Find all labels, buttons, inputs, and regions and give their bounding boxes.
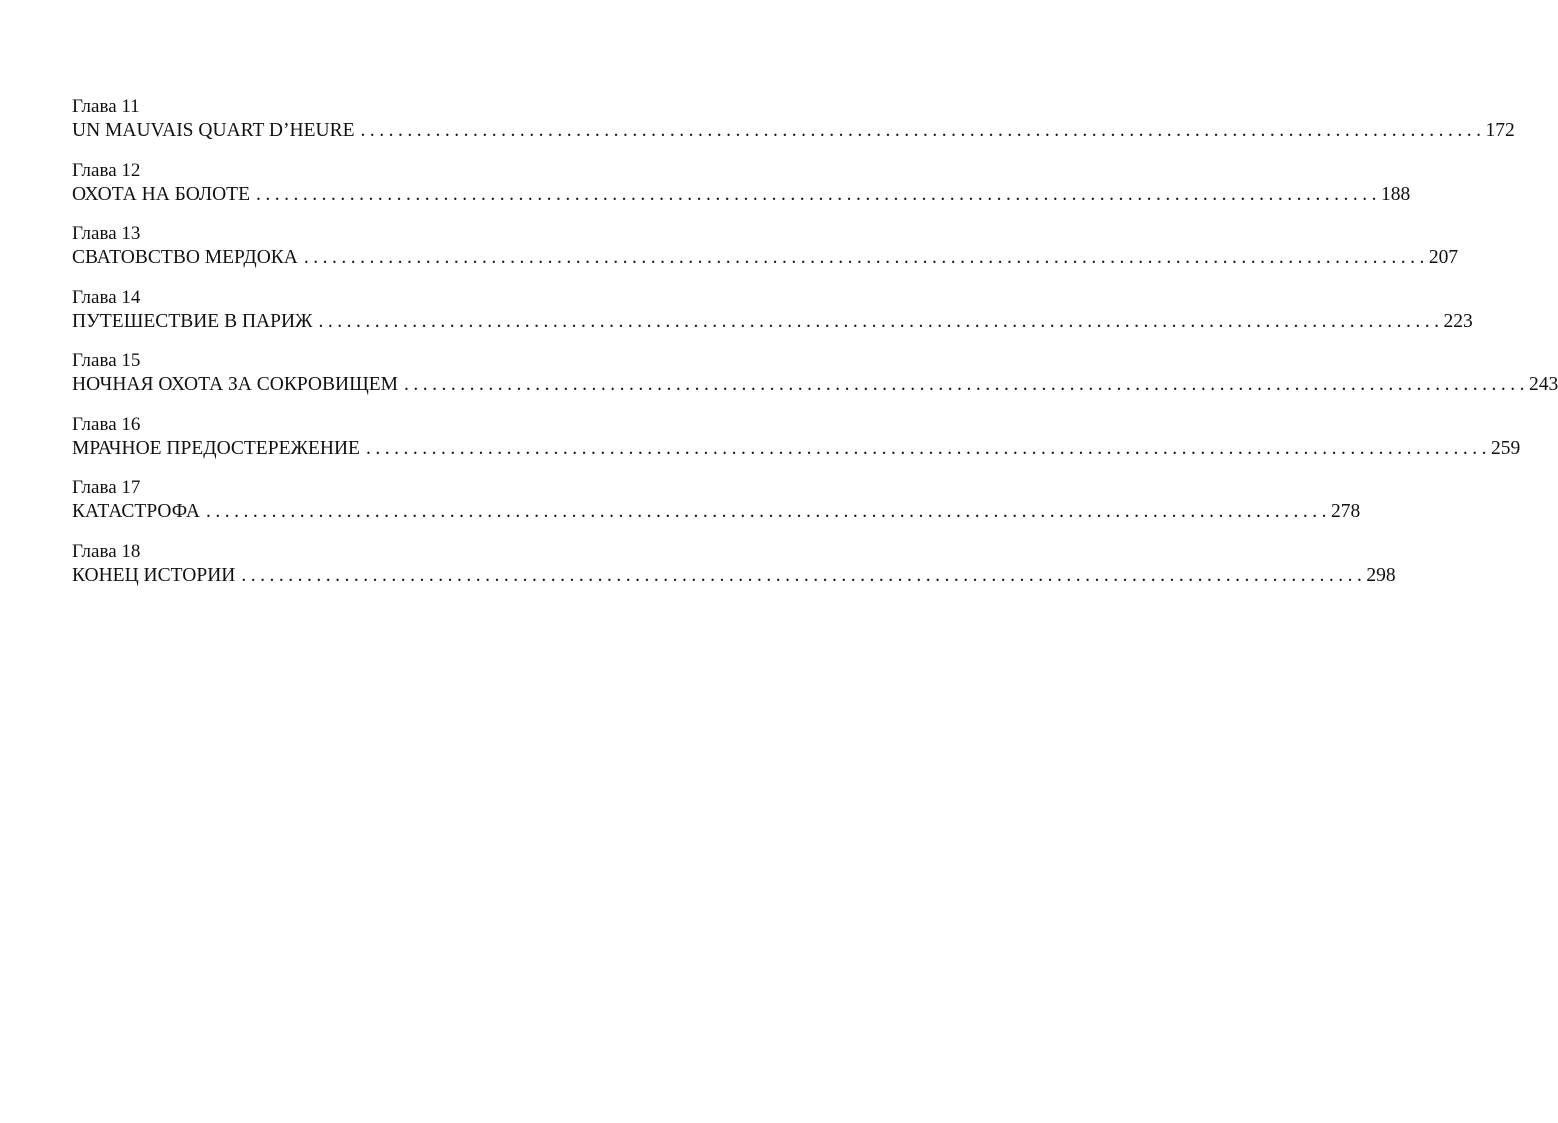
- dot-leader: ........................................................................................................................: [255, 183, 1381, 205]
- toc-line: [72, 499, 1361, 525]
- dot-leader: ........................................................................................................................: [360, 120, 1486, 141]
- chapter-title: ОХОТА НА БОЛОТЕ: [72, 183, 250, 205]
- page-number: 243: [1529, 374, 1558, 395]
- toc-entry-chapter-13: [72, 223, 1459, 287]
- dot-leader: ........................................................................................................................: [365, 437, 1491, 459]
- page-number: 207: [1428, 247, 1459, 268]
- chapter-label: Глава 12: [72, 159, 141, 181]
- toc-entry-chapter-17: [72, 477, 1361, 541]
- toc-entry-chapter-16: [72, 413, 1521, 478]
- dot-leader: ........................................................................................................................: [241, 564, 1367, 586]
- chapter-title: UN MAUVAIS QUART D’HEURE: [72, 120, 355, 141]
- chapter-title: ПУТЕШЕСТВИЕ В ПАРИЖ: [72, 310, 313, 332]
- chapter-label: Глава 18: [72, 540, 141, 562]
- toc-line: [72, 245, 1459, 271]
- page-number: 188: [1380, 183, 1411, 205]
- toc-line: [72, 436, 1521, 462]
- table-of-contents: [72, 96, 1558, 604]
- dot-leader: ........................................................................................................................: [318, 310, 1444, 332]
- chapter-label: Глава 13: [72, 223, 141, 244]
- toc-entry-chapter-18: [72, 540, 1396, 605]
- toc-entry-chapter-12: [72, 159, 1411, 224]
- toc-entry-chapter-11: [72, 96, 1515, 160]
- dot-leader: ........................................................................................................................: [303, 247, 1429, 268]
- toc-entry-chapter-14: [72, 286, 1473, 351]
- dot-leader: ........................................................................................................................: [206, 501, 1332, 522]
- page-number: 278: [1331, 501, 1361, 522]
- chapter-label: Глава 11: [72, 96, 140, 117]
- chapter-title: НОЧНАЯ ОХОТА ЗА СОКРОВИЩЕМ: [72, 374, 399, 395]
- dot-leader: ........................................................................................................................: [404, 374, 1530, 395]
- page-number: 259: [1490, 437, 1521, 459]
- page-number: 172: [1485, 120, 1515, 141]
- chapter-title: КОНЕЦ ИСТОРИИ: [72, 564, 236, 586]
- page-number: 223: [1443, 310, 1473, 332]
- chapter-title: МРАЧНОЕ ПРЕДОСТЕРЕЖЕНИЕ: [72, 437, 360, 459]
- toc-line: [72, 563, 1396, 589]
- chapter-label: Глава 14: [72, 286, 141, 308]
- page-number: 298: [1366, 564, 1396, 586]
- toc-entry-chapter-15: [72, 350, 1558, 414]
- chapter-title: СВАТОВСТВО МЕРДОКА: [72, 247, 298, 268]
- toc-line: [72, 309, 1473, 335]
- toc-line: [72, 372, 1558, 398]
- chapter-label: Глава 15: [72, 350, 141, 371]
- chapter-title: КАТАСТРОФА: [72, 501, 201, 522]
- chapter-label: Глава 16: [72, 413, 141, 435]
- toc-line: [72, 182, 1411, 208]
- toc-line: [72, 118, 1515, 144]
- chapter-label: Глава 17: [72, 477, 141, 498]
